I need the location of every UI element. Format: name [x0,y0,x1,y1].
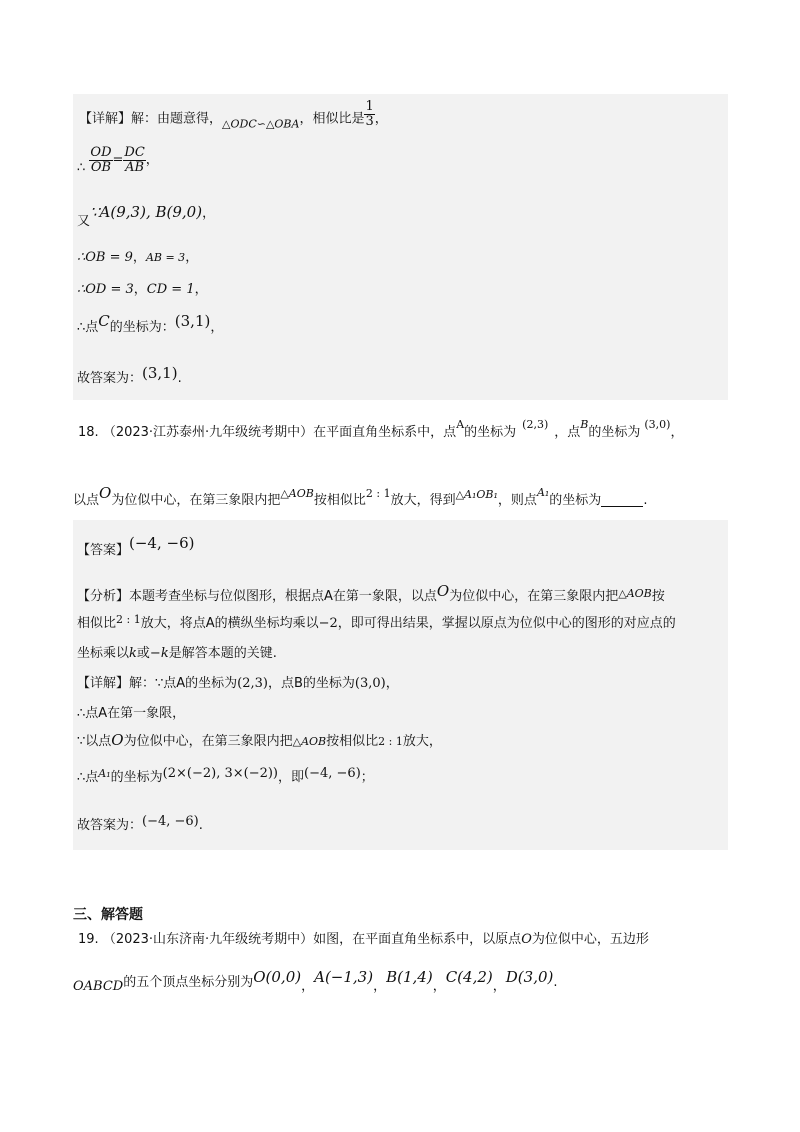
detail18-line1: 【详解】解：∵点A的坐标为(2,3)，点B的坐标为(3,0)， [77,676,399,691]
points-ab: ∵A(9,3), B(9,0) [90,203,203,221]
detail18-line4: ∴点$^{A_1}$的坐标为(2×(−2), 3×(−2))，即(−4, −6)； [77,766,374,785]
detail17-line5: ∴OD = 3，CD = 1， [77,282,208,297]
answer-label: 【答案】 [77,543,130,558]
similar-statement: △ODC∽△OBA [222,117,300,131]
detail18-line5: 故答案为：(−4, −6). [77,814,203,833]
question-19-line2: OABCD的五个顶点坐标分别为O(0,0)，A(−1,3)，B(1,4)，C(4,2)，D(3,0). [73,968,558,994]
question-18-line2: 以点O为位似中心，在第三象限内把$^{\triangle AOB}$按相似比$^{2 : 1}$放大，得到$^{\triangle A_1OB_1}$，则点$^{A_1}$的坐标为 . [73,484,648,508]
question-number: 19. [78,932,99,947]
detail-box-17 [73,94,728,400]
answer-value: (−4, −6) [129,534,195,552]
detail17-line7: 故答案为：(3,1). [77,364,182,386]
analysis18-line2: 相似比$^{2 : 1}$放大，将点A的横纵坐标均乘以−2，即可得出结果，掌握以原点为位似中心的图形的对应点的 [77,613,676,631]
ratio-text: ，相似比是 [299,111,365,127]
section-title: 三、解答题 [73,907,143,923]
detail17-line6: ∴点C的坐标为：(3,1)， [77,312,224,335]
analysis18-line3: 坐标乘以k或−k是解答本题的关键. [77,646,277,661]
detail17-line3: 又∵A(9,3), B(9,0)， [77,203,216,229]
question-19-line1: 19. （2023·山东济南·九年级统考期中）如图，在平面直角坐标系中，以原点O为位似中心，五边形 [78,932,649,947]
detail18-line3: ∵以点O为位似中心，在第三象限内把△AOB按相似比2 : 1放大， [77,731,442,749]
analysis18-line1: 【分析】本题考查坐标与位似图形，根据点A在第一象限，以点O为位似中心，在第三象限内把$^{\triangle AOB}$按 [77,582,665,604]
detail17-line1: 【详解】解：由题意得，$_{\triangle ODC∽\triangle OBA}$，相似比是 $\frac{1}{3}$ ， [79,99,388,131]
fraction-dc-ab: $\frac{DC}{AB}$ [124,145,145,175]
answer-blank [601,505,643,507]
fraction-od-ob: $\frac{OD}{OB}$ [90,145,112,175]
detail18-line2: ∴点A在第一象限， [77,706,186,721]
question-18-line1: 18. （2023·江苏泰州·九年级统考期中）在平面直角坐标系中，点$^A$的坐标为$^{(2,3)}$，点$^B$的坐标为$^{(3,0)}$， [78,418,684,440]
detail-label: 【详解】解：由题意得， [79,111,223,127]
detail17-line4: ∴OB = 9，AB = 3， [77,250,199,265]
detail17-line2: ∴ $\frac{OD}{OB}$ = $\frac{DC}{AB}$ ， [77,145,159,176]
question-number: 18. [78,425,99,440]
fraction-one-third: $\frac{1}{3}$ [365,99,374,129]
polygon-name: OABCD [73,979,124,994]
solution-box-18 [73,520,728,850]
answer18-line [77,534,728,558]
